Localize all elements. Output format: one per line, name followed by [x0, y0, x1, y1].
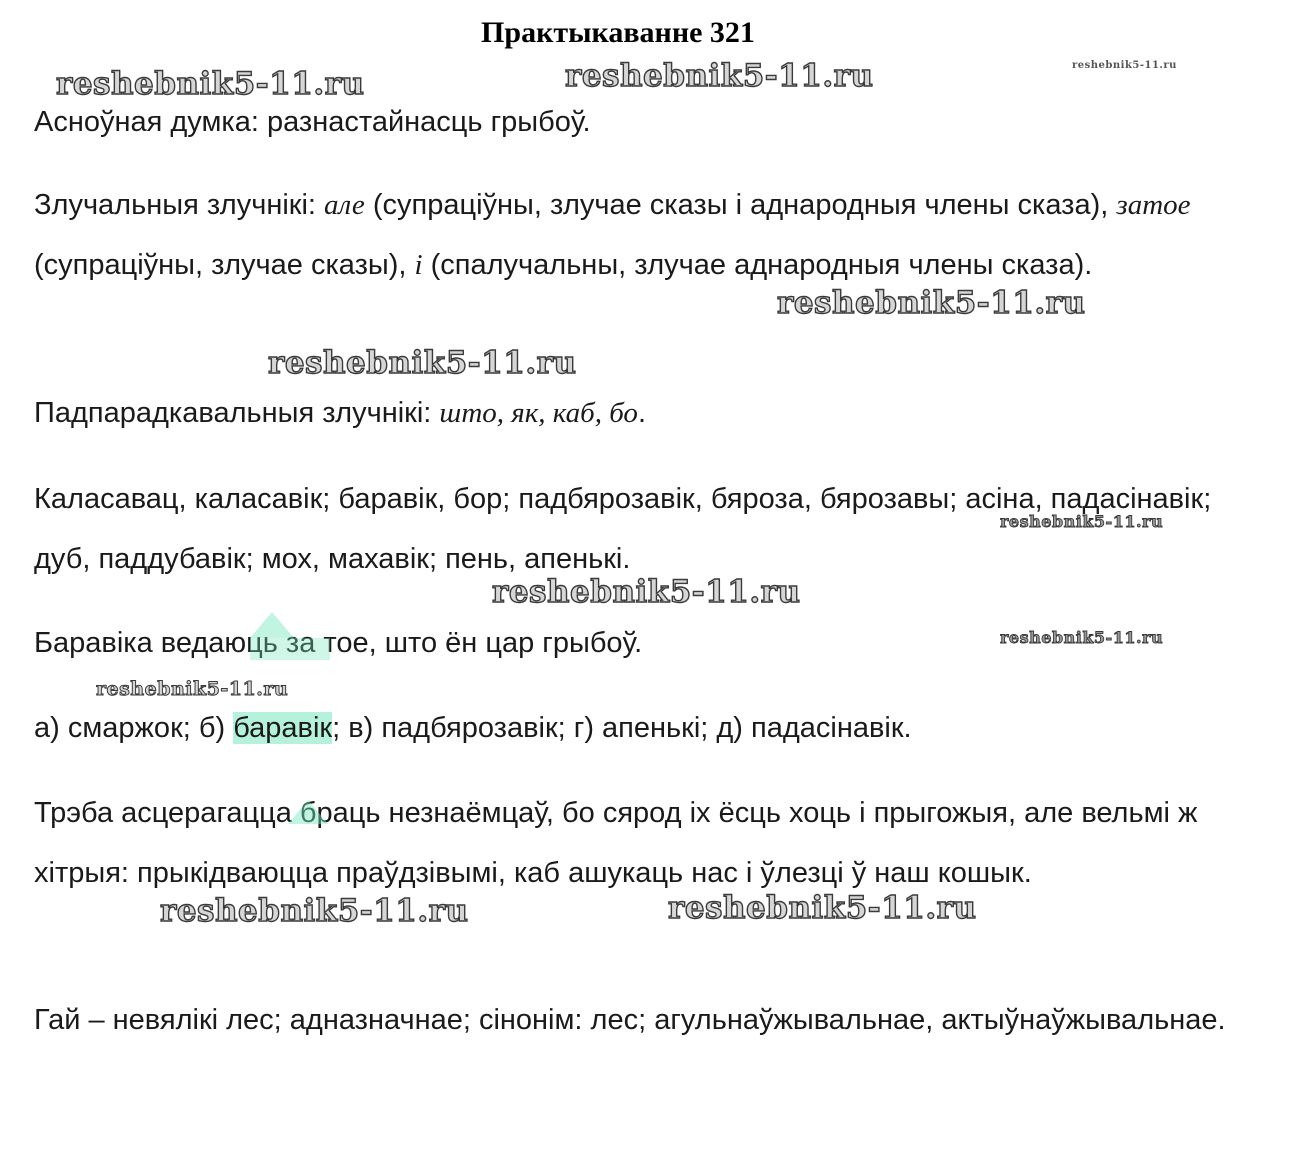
text-segment: ; в) падбярозавік; г) апенькі; д) падасінавік.: [332, 712, 912, 744]
italic-conjunction: што, як, каб, бо: [439, 397, 638, 429]
highlighted-answer: баравік: [233, 712, 333, 744]
text-segment: (спалучальны, злучае аднародныя члены сказа).: [422, 249, 1093, 281]
king-of-mushrooms-sentence: Баравіка ведаюць за тое, што ён цар грыбоў.: [34, 627, 643, 659]
italic-conjunction: але: [324, 189, 365, 221]
watermark: reshebnik5-11.ru: [268, 345, 577, 381]
text-segment: Падпарадкавальныя злучнікі:: [34, 397, 440, 429]
mushroom-word-pairs: Каласавац, каласавік; баравік, бор; падбярозавік, бяроза, бярозавы; асіна, падасінавік; дуб, паддубавік; мох, махавік; пень, апенькі.: [34, 483, 1212, 575]
watermark: reshebnik5-11.ru: [492, 574, 801, 610]
italic-conjunction: і: [414, 249, 423, 281]
text-segment: (супраціўны, злучае сказы і аднародныя члены сказа),: [364, 189, 1117, 221]
watermark: reshebnik5-11.ru: [1000, 512, 1164, 531]
caution-paragraph: Трэба асцерагацца браць незнаёмцаў, бо сярод іх ёсць хоць і прыгожыя, але вельмі ж хітрыя: прыкідваюцца праўдзівымі, каб ашукаць нас і ўлезці ў наш кошык.: [34, 797, 1198, 889]
answer-options: [34, 698, 1254, 758]
page-title: Практыкаванне 321: [481, 16, 755, 49]
main-idea: Асноўная думка: разнастайнасць грыбоў.: [34, 106, 591, 138]
text-segment: (супраціўны, злучае сказы),: [34, 249, 415, 281]
text-segment: .: [637, 397, 646, 429]
text-segment: а) смаржок; б): [34, 712, 234, 744]
watermark: reshebnik5-11.ru: [565, 58, 874, 94]
watermark: reshebnik5-11.ru: [160, 893, 469, 929]
watermark: reshebnik5-11.ru: [56, 66, 365, 102]
italic-conjunction: затое: [1116, 189, 1191, 221]
watermark: reshebnik5-11.ru: [1000, 628, 1164, 647]
coordinating-conjunctions: [34, 175, 1254, 295]
watermark: reshebnik5-11.ru: [96, 678, 289, 700]
watermark: reshebnik5-11.ru: [1072, 60, 1177, 71]
gai-word-analysis: Гай – невялікі лес; адназначнае; сінонім: лес; агульнаўжывальнае, актыўнаўжывальнае.: [34, 1004, 1226, 1036]
subordinating-conjunctions: [34, 383, 1254, 443]
watermark: reshebnik5-11.ru: [777, 285, 1086, 321]
text-segment: Злучальныя злучнікі:: [34, 189, 325, 221]
watermark: reshebnik5-11.ru: [668, 890, 977, 926]
